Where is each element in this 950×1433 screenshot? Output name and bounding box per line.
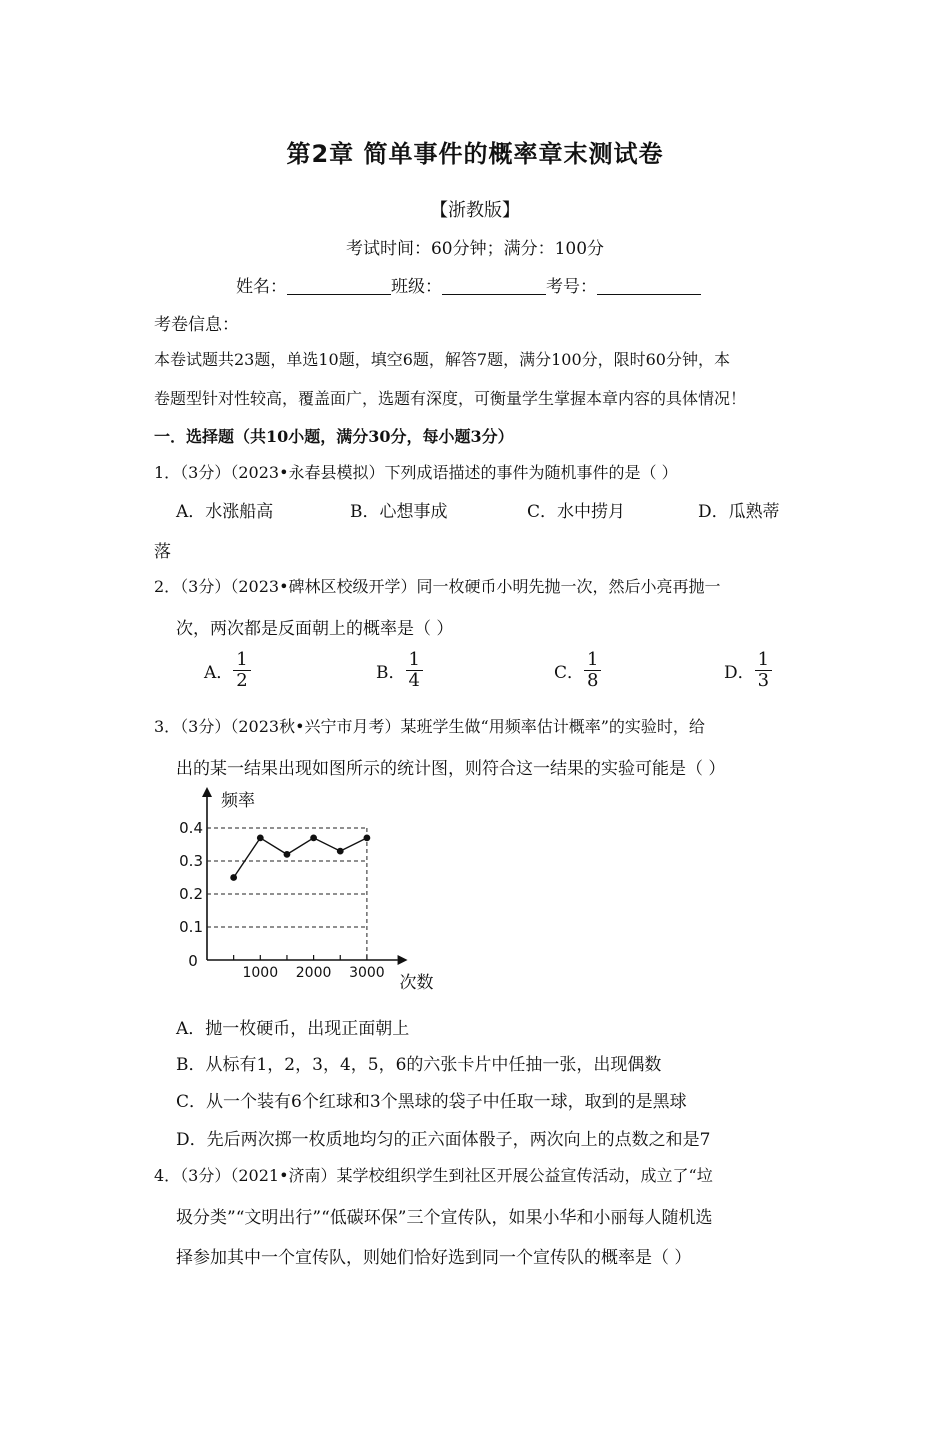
y-tick-label: 0.3 (179, 852, 203, 870)
id-blank (597, 277, 701, 295)
q4-stem-line-3: 择参加其中一个宣传队，则她们恰好选到同一个宣传队的概率是（ ） (176, 1248, 692, 1268)
name-blank (287, 277, 391, 295)
info-heading: 考卷信息： (154, 315, 239, 335)
id-label: 考号： (546, 277, 597, 297)
denominator: 4 (408, 670, 420, 691)
q4-stem-line-1: 4．（3分）（2021•济南）某学校组织学生到社区开展公益宣传活动，成立了“垃 (154, 1166, 713, 1185)
q2-option-a (204, 650, 251, 691)
fraction (584, 650, 601, 691)
q3-stem-line-1: 3．（3分）（2023秋•兴宁市月考）某班学生做“用频率估计概率”的实验时，给 (154, 717, 705, 736)
data-point (257, 835, 264, 842)
denominator: 8 (587, 670, 599, 691)
origin-label: 0 (188, 952, 198, 970)
q2-option-c-label: C． (554, 663, 585, 683)
q2-option-d-label: D． (724, 663, 755, 683)
exam-time: 考试时间：60分钟；满分：100分 (345, 239, 605, 259)
data-point (310, 835, 317, 842)
x-tick-label: 1000 (242, 965, 279, 981)
q3-stem-line-2: 出的某一结果出现如图所示的统计图，则符合这一结果的实验可能是（ ） (176, 759, 726, 779)
data-point (284, 851, 291, 858)
q3-option-d: D．先后两次掷一枚质地均匀的正六面体骰子，两次向上的点数之和是7 (176, 1130, 711, 1150)
q3-option-b: B．从标有1，2，3，4，5，6的六张卡片中任抽一张，出现偶数 (176, 1055, 662, 1075)
series-line (234, 838, 367, 878)
fraction (755, 650, 772, 691)
numerator: 1 (755, 650, 772, 671)
numerator: 1 (406, 650, 423, 671)
q1-stem: 1．（3分）（2023•永春县模拟）下列成语描述的事件为随机事件的是（ ） (154, 463, 678, 482)
fraction (233, 650, 250, 691)
q1-option-b: B．心想事成 (350, 502, 448, 522)
name-label: 姓名： (236, 277, 287, 297)
x-axis-label: 次数 (399, 973, 434, 993)
q3-option-c: C．从一个装有6个红球和3个黑球的袋子中任取一球，取到的是黑球 (176, 1092, 687, 1112)
y-tick-label: 0.4 (179, 819, 203, 837)
q4-stem-line-2: 圾分类”“文明出行”“低碳环保”三个宣传队，如果小华和小丽每人随机选 (176, 1208, 713, 1228)
q2-option-b (376, 650, 423, 691)
class-blank (442, 277, 546, 295)
section-heading: 一．选择题（共10小题，满分30分，每小题3分） (154, 427, 514, 446)
numerator: 1 (233, 650, 250, 671)
info-line-2: 卷题型针对性较高，覆盖面广，选题有深度，可衡量学生掌握本章内容的具体情况！ (154, 389, 747, 408)
info-line-1: 本卷试题共23题，单选10题，填空6题，解答7题，满分100分，限时60分钟，本 (154, 350, 730, 369)
fraction (406, 650, 423, 691)
y-axis-label: 频率 (221, 791, 255, 811)
q1-option-a: A．水涨船高 (176, 502, 274, 522)
x-tick-label: 2000 (295, 965, 332, 981)
q2-option-d (724, 650, 772, 691)
y-tick-label: 0.2 (179, 885, 203, 903)
frequency-line-chart (170, 785, 520, 1000)
q1-option-c: C．水中捞月 (527, 502, 626, 522)
y-axis-arrow (202, 787, 212, 797)
data-point (337, 848, 344, 855)
q3-option-a: A．抛一枚硬币，出现正面朝上 (176, 1019, 410, 1039)
data-point (230, 874, 237, 881)
q2-option-c (554, 650, 601, 691)
q1-option-d-wrap: 落 (154, 542, 171, 562)
x-tick-label: 3000 (349, 965, 385, 981)
q2-option-a-label: A． (204, 663, 234, 683)
q2-stem-line-2: 次，两次都是反面朝上的概率是（ ） (176, 619, 454, 639)
denominator: 2 (236, 670, 248, 691)
q1-option-d: D．瓜熟蒂 (698, 502, 780, 522)
student-info-row (236, 272, 701, 297)
x-axis-arrow (398, 955, 408, 965)
class-label: 班级： (391, 277, 442, 297)
q2-stem-line-1: 2．（3分）（2023•碑林区校级开学）同一枚硬币小明先抛一次，然后小亮再抛一 (154, 577, 721, 596)
y-tick-label: 0.1 (179, 918, 203, 936)
edition-label: 【浙教版】 (430, 200, 520, 221)
denominator: 3 (757, 670, 770, 691)
data-point (364, 835, 371, 842)
page-title: 第2章 简单事件的概率章末测试卷 (286, 140, 664, 168)
numerator: 1 (584, 650, 601, 671)
q2-option-b-label: B． (376, 663, 406, 683)
